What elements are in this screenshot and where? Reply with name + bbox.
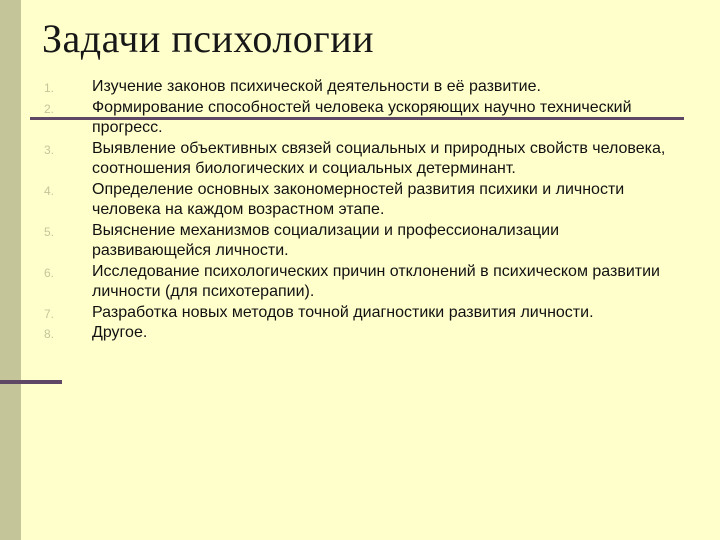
side-divider — [0, 380, 62, 384]
item-text: Определение основных закономерностей развития психики и личности человека на каждом возрастном этапе. — [92, 180, 625, 218]
list-item — [44, 98, 674, 139]
slide-title: Задачи психологии — [42, 16, 375, 61]
item-text: Выявление объективных связей социальных и природных свойств человека, соотношения биологических и социальных детерминант. — [92, 139, 666, 177]
item-number: 8. — [44, 327, 55, 341]
item-number: 5. — [44, 224, 55, 239]
task-list — [44, 77, 674, 344]
list-item — [44, 262, 674, 303]
list-item — [44, 77, 674, 98]
item-number: 1. — [44, 81, 55, 95]
list-item — [44, 323, 674, 344]
item-text: Формирование способностей человека ускоряющих научно технический прогресс. — [92, 98, 632, 136]
left-accent-band — [0, 0, 21, 540]
item-text: Разработка новых методов точной диагностики развития личности. — [92, 303, 594, 321]
item-text: Выяснение механизмов социализации и профессионализации развивающейся личности. — [92, 221, 559, 259]
item-text: Исследование психологических причин отклонений в психическом развитии личности (для психотерапии). — [92, 262, 660, 300]
item-number: 4. — [44, 183, 55, 198]
list-item — [44, 303, 674, 324]
list-item — [44, 180, 674, 221]
item-text: Изучение законов психической деятельности в её развитие. — [92, 78, 541, 95]
item-number: 7. — [44, 306, 55, 321]
item-text: Другое. — [92, 324, 148, 341]
item-number: 2. — [44, 101, 55, 116]
list-item — [44, 139, 674, 180]
item-number: 6. — [44, 265, 55, 280]
item-number: 3. — [44, 142, 55, 157]
list-item — [44, 221, 674, 262]
